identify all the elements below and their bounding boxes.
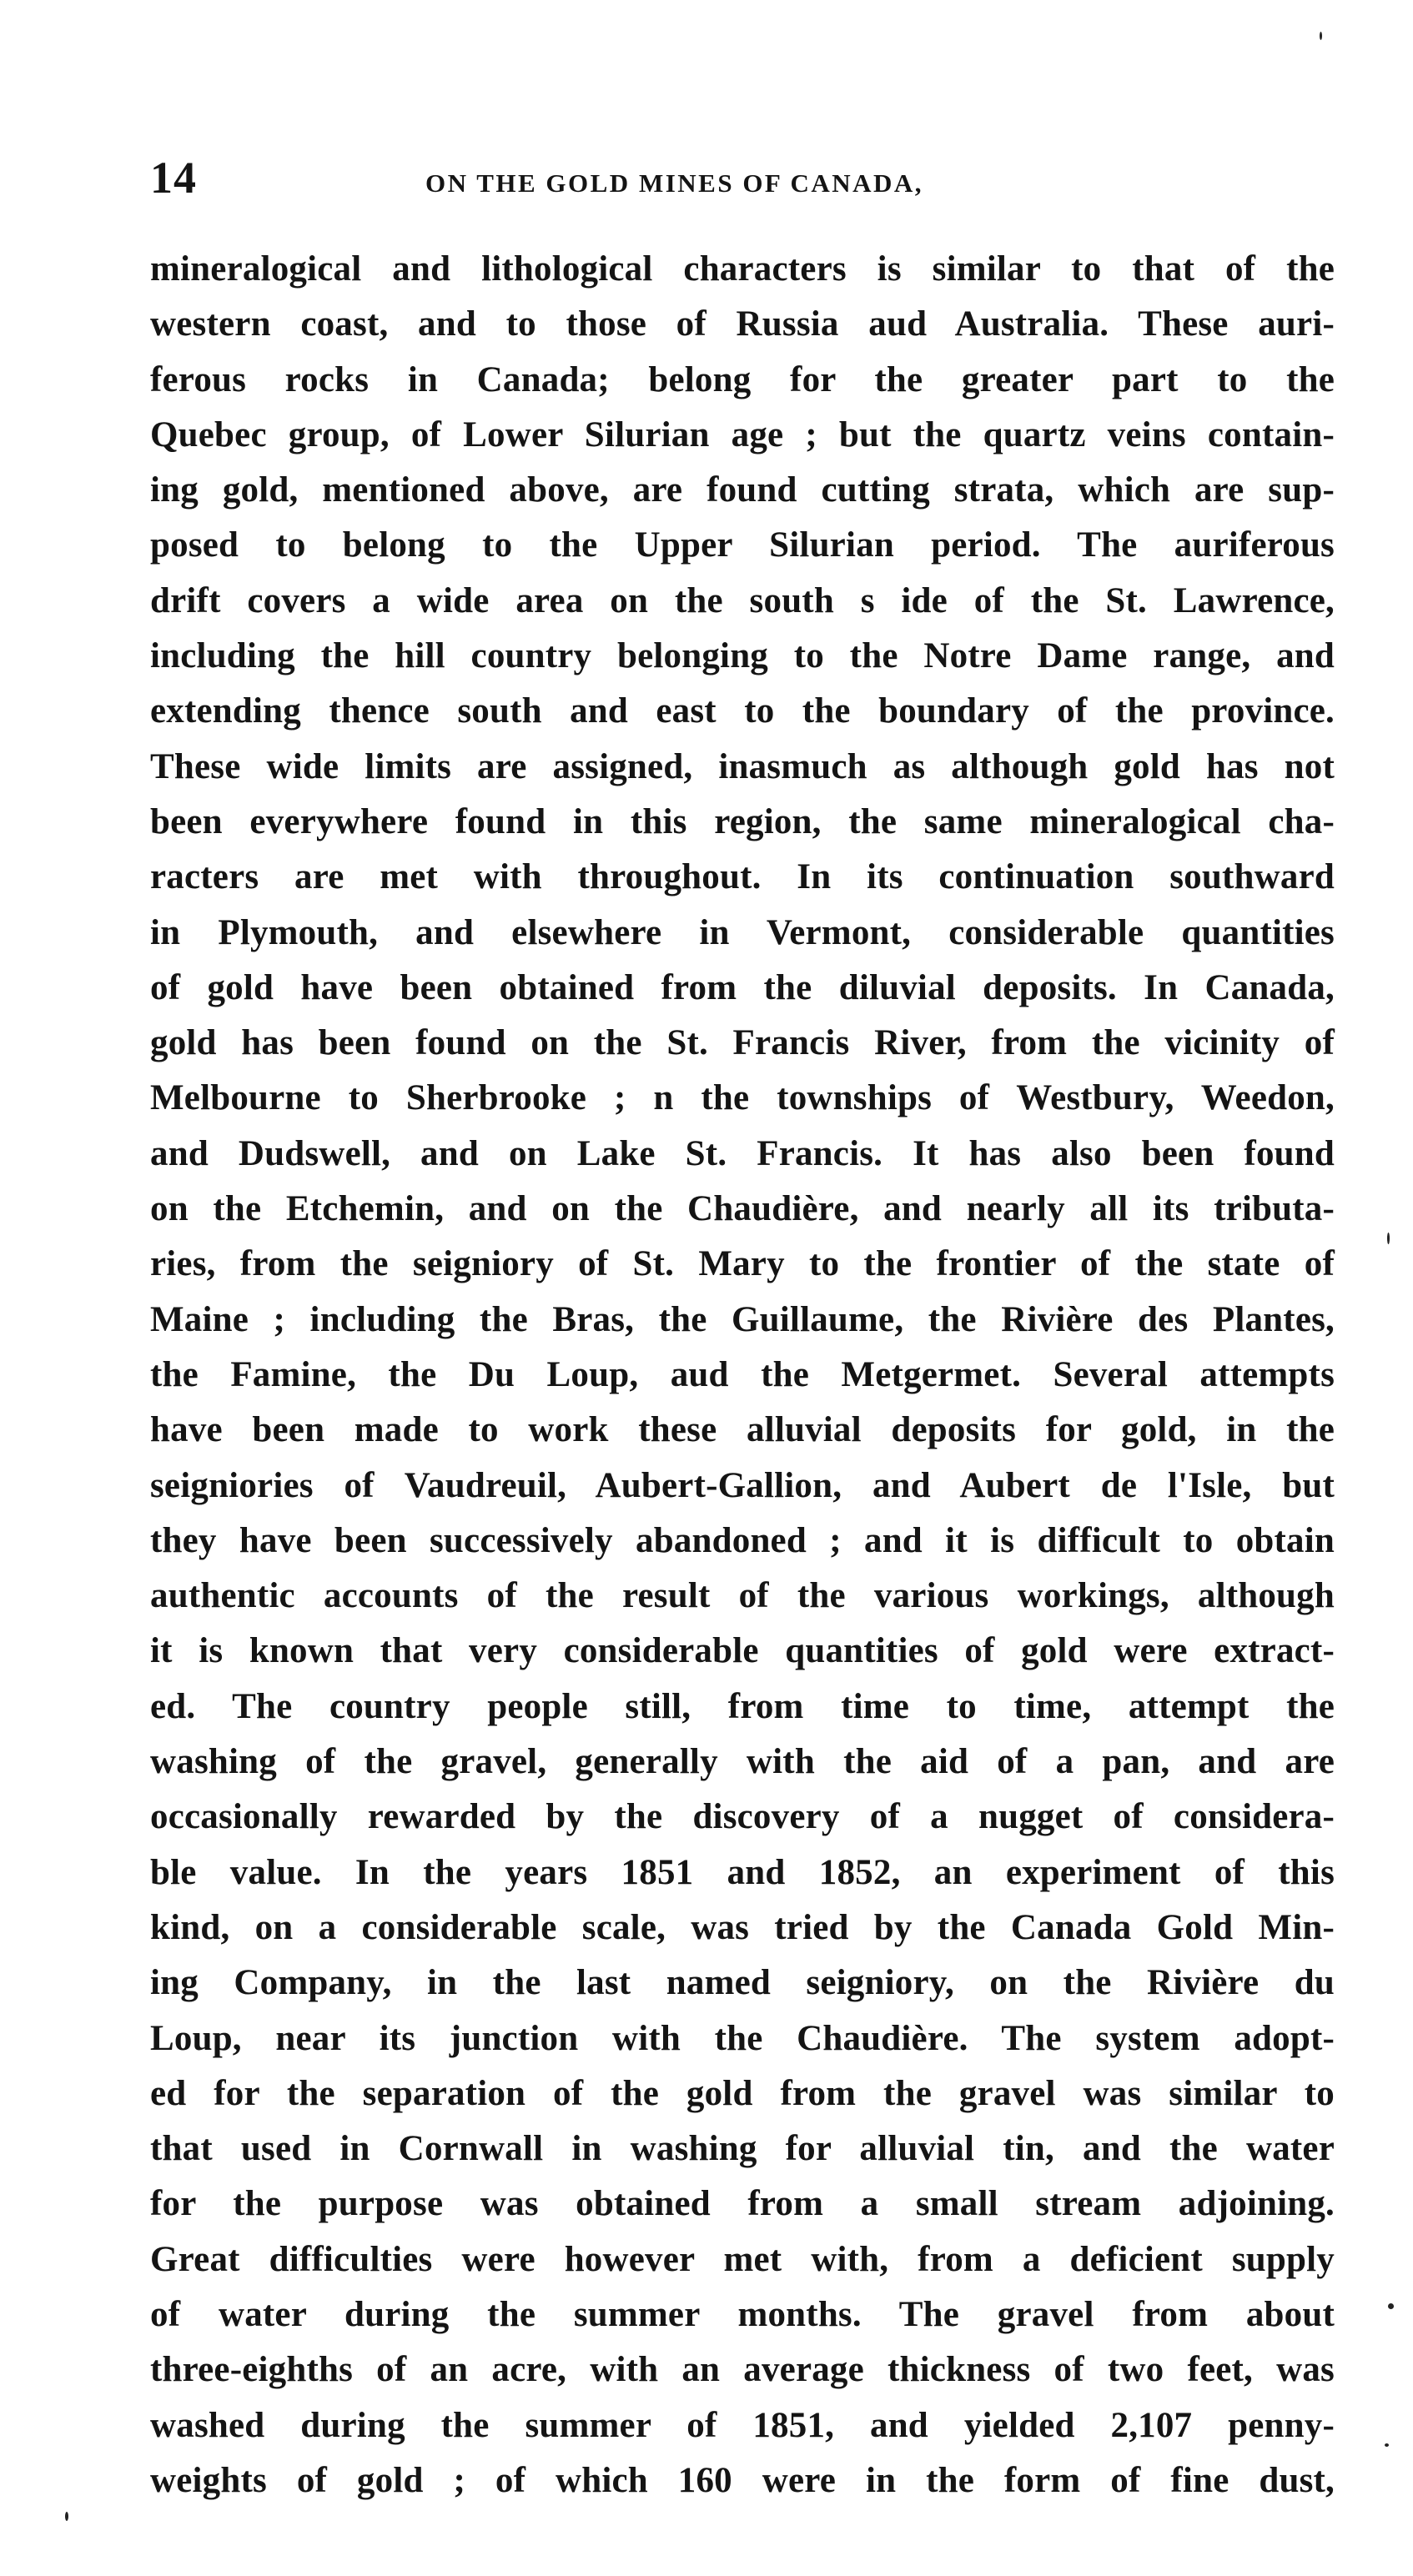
- text-line: Melbourne to Sherbrooke ; n the townships of Westbury, Weedon,: [150, 1078, 1335, 1118]
- text-line: have been made to work these alluvial deposits for gold, in the: [150, 1410, 1335, 1450]
- text-line: it is known that very considerable quantities of gold were extract-: [150, 1631, 1335, 1671]
- text-line: drift covers a wide area on the south s ide of the St. Lawrence,: [150, 580, 1335, 620]
- text-line: ed for the separation of the gold from the gravel was similar to: [150, 2073, 1335, 2113]
- text-line: posed to belong to the Upper Silurian period. The auriferous: [150, 525, 1335, 565]
- page-number: 14: [150, 153, 197, 203]
- text-line: kind, on a considerable scale, was tried by the Canada Gold Min-: [150, 1907, 1335, 1947]
- text-line: ble value. In the years 1851 and 1852, an experiment of this: [150, 1852, 1335, 1892]
- text-line: the Famine, the Du Loup, aud the Metgermet. Several attempts: [150, 1354, 1335, 1394]
- text-line: seigniories of Vaudreuil, Aubert-Gallion, and Aubert de l'Isle, but: [150, 1465, 1335, 1505]
- text-line: been everywhere found in this region, the same mineralogical cha-: [150, 801, 1335, 841]
- text-line: three-eighths of an acre, with an average thickness of two feet, was: [150, 2350, 1335, 2390]
- scan-speck: [1385, 2443, 1389, 2447]
- text-line: ing Company, in the last named seigniory, on the Rivière du: [150, 1963, 1335, 2003]
- text-line: Quebec group, of Lower Silurian age ; but the quartz veins contain-: [150, 414, 1335, 454]
- text-line: These wide limits are assigned, inasmuch as although gold has not: [150, 746, 1335, 786]
- text-line: they have been successively abandoned ; and it is difficult to obtain: [150, 1520, 1335, 1560]
- text-line: washing of the gravel, generally with the aid of a pan, and are: [150, 1742, 1335, 1782]
- text-line: gold has been found on the St. Francis River, from the vicinity of: [150, 1023, 1335, 1063]
- text-line: of water during the summer months. The gravel from about: [150, 2294, 1335, 2334]
- scan-speck: [1387, 1233, 1390, 1244]
- text-line: western coast, and to those of Russia aud Australia. These auri-: [150, 304, 1335, 344]
- text-line: authentic accounts of the result of the various workings, although: [150, 1576, 1335, 1616]
- text-line: including the hill country belonging to the Notre Dame range, and: [150, 636, 1335, 676]
- text-line: occasionally rewarded by the discovery of a nugget of considera-: [150, 1797, 1335, 1837]
- text-line: extending thence south and east to the boundary of the province.: [150, 691, 1335, 731]
- text-line: that used in Cornwall in washing for alluvial tin, and the water: [150, 2129, 1335, 2169]
- text-line: washed during the summer of 1851, and yielded 2,107 penny-: [150, 2405, 1335, 2445]
- text-line: in Plymouth, and elsewhere in Vermont, considerable quantities: [150, 912, 1335, 952]
- scan-speck: [65, 2512, 68, 2521]
- text-line: and Dudswell, and on Lake St. Francis. It has also been found: [150, 1133, 1335, 1173]
- text-line: ing gold, mentioned above, are found cutting strata, which are sup-: [150, 470, 1335, 510]
- scan-speck: [1320, 32, 1322, 40]
- text-line: Maine ; including the Bras, the Guillaume, the Rivière des Plantes,: [150, 1299, 1335, 1339]
- text-line: ferous rocks in Canada; belong for the greater part to the: [150, 359, 1335, 399]
- text-line: Loup, near its junction with the Chaudière. The system adopt-: [150, 2018, 1335, 2058]
- text-line: on the Etchemin, and on the Chaudière, and nearly all its tributa-: [150, 1189, 1335, 1229]
- text-line: racters are met with throughout. In its continuation southward: [150, 857, 1335, 897]
- text-line: ries, from the seigniory of St. Mary to the frontier of the state of: [150, 1244, 1335, 1284]
- body-text: [150, 242, 1335, 2508]
- page-header: [150, 152, 1335, 210]
- text-line: for the purpose was obtained from a small stream adjoining.: [150, 2184, 1335, 2224]
- text-line: mineralogical and lithological characters is similar to that of the: [150, 249, 1335, 289]
- running-head: ON THE GOLD MINES OF CANADA,: [425, 168, 924, 198]
- text-line: ed. The country people still, from time to time, attempt the: [150, 1686, 1335, 1726]
- scan-speck: [1388, 2303, 1394, 2309]
- text-line: of gold have been obtained from the diluvial deposits. In Canada,: [150, 967, 1335, 1007]
- text-line: weights of gold ; of which 160 were in the form of fine dust,: [150, 2460, 1335, 2500]
- text-line: Great difficulties were however met with, from a deficient supply: [150, 2239, 1335, 2279]
